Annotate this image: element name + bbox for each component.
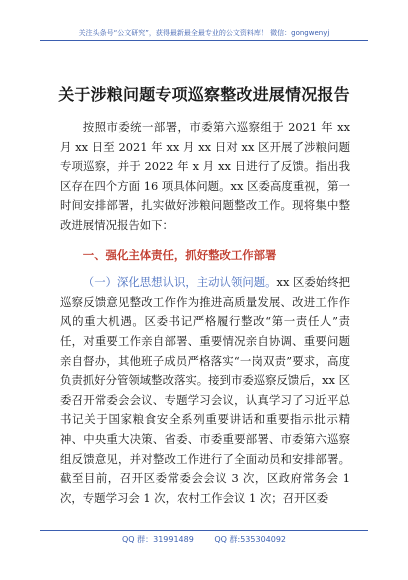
document-title: 关于涉粮问题专项巡察整改进展情况报告	[58, 85, 350, 104]
qq-group-2: QQ 群:535304092	[214, 535, 287, 544]
section-paragraph	[60, 273, 350, 508]
intro-paragraph: 按照市委统一部署，市委第六巡察组于 2021 年 xx 月 xx 日至 2021 年 xx 月 xx 日对 xx 区开展了涉粮问题专项巡察，并于 2022 年 x 月 xx 日进行了反馈。指出我区存在四个方面 16 项具体问题。xx 区委高度重视，第一时间安排部署，扎实做好涉粮问题整改工作。现将集中整改进展情况报告如下：	[60, 120, 350, 232]
section-heading: 一、强化主体责任，抓好整改工作部署	[82, 247, 277, 262]
bottom-footer	[40, 530, 368, 545]
top-banner: 关注头条号“公文研究”，获得最新最全最专业的公文资料库！ 微信：gongwenyj	[40, 28, 368, 41]
sub-heading: （一）深化思想认识，主动认领问题。	[82, 275, 277, 290]
qq-group-1: QQ 群：31991489	[121, 535, 194, 544]
document-body	[60, 118, 350, 508]
section-body-text: xx 区委始终把巡察反馈意见整改工作作为推进高质量发展、改进工作作风的重大机遇。区委书记严格履行整改“第一责任人”责任，对重要工作亲自部署、重要情况亲自协调、重要问题亲自督办，其他班子成员严格落实“一岗双责”要求，高度负责抓好分管领域整改落实。接到市委巡察反馈后，xx 区委召开常委会会议、专题学习会议，认真学习了习近平总书记关于国家粮食安全系列重要讲话和重要指示批示精神、中央重大决策、省委、市委重要部署、市委第六巡察组反馈意见，并对整改工作进行了全面动员和安排部署。截至目前，召开区委常委会会议 3 次，区政府常务会 1 次，专题学习会 1 次，农村工作会议 1 次；召开区委	[60, 275, 350, 505]
